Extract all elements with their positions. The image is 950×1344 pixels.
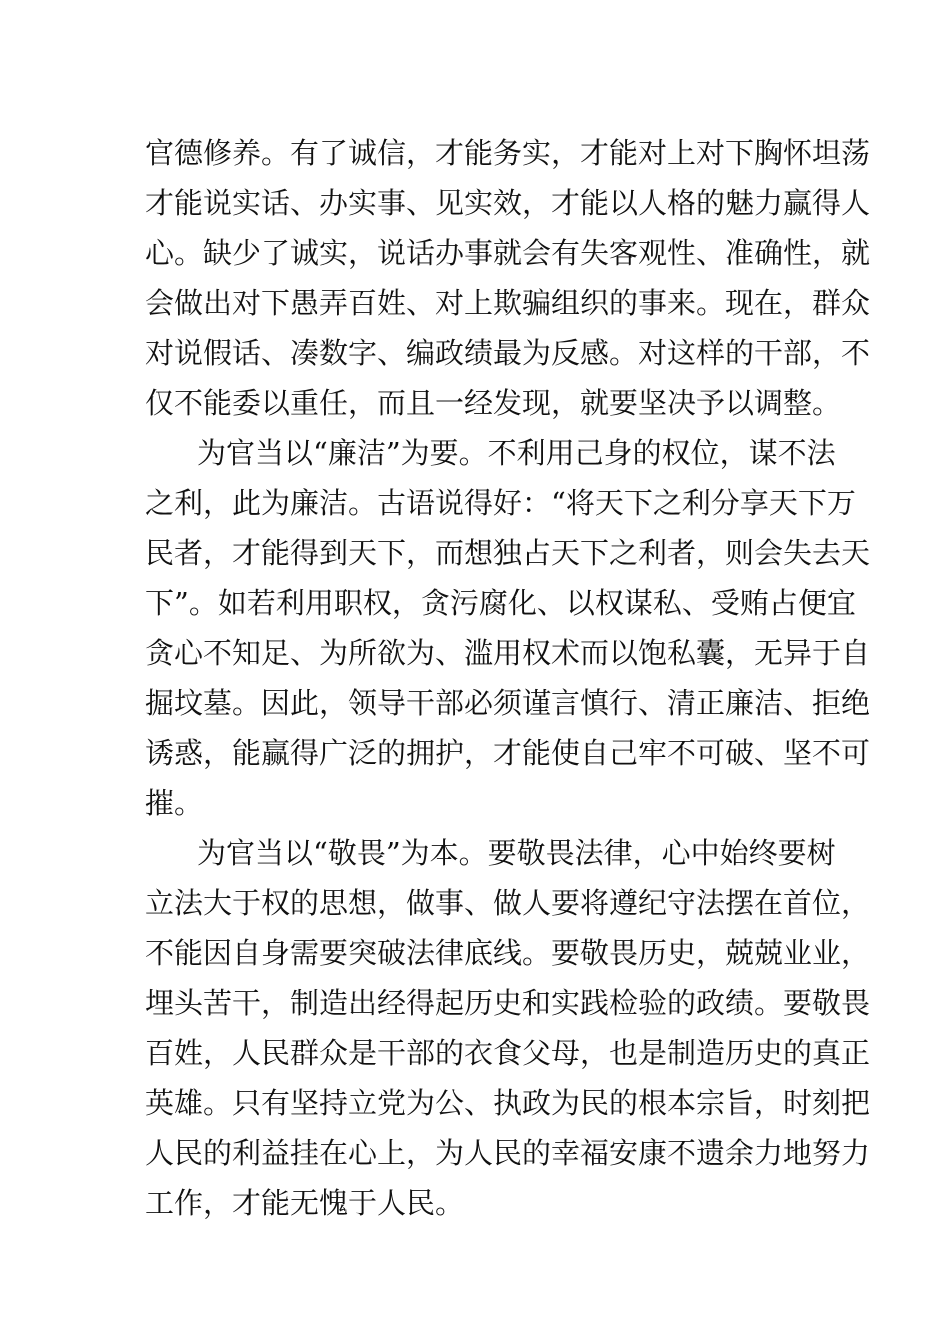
text-line: 才能说实话、办实事、见实效，才能以人格的魅力赢得人 — [145, 186, 871, 220]
paragraph-1 — [145, 128, 871, 428]
text-line: 对说假话、凑数字、编政绩最为反感。对这样的干部，不 — [145, 336, 871, 370]
text-line: 不能因自身需要突破法律底线。要敬畏历史，兢兢业业， — [145, 936, 871, 970]
paragraph-2 — [145, 428, 871, 828]
text-line: 仅不能委以重任，而且一经发现，就要坚决予以调整。 — [145, 386, 842, 420]
text-line: 立法大于权的思想，做事、做人要将遵纪守法摆在首位， — [145, 886, 871, 920]
body-text — [145, 128, 871, 1228]
text-line: 为官当以“廉洁”为要。不利用己身的权位，谋不法 — [197, 436, 836, 470]
text-line: 民者，才能得到天下，而想独占天下之利者，则会失去天 — [145, 536, 871, 570]
text-line: 下”。如若利用职权，贪污腐化、以权谋私、受贿占便宜 — [145, 586, 856, 620]
text-line: 会做出对下愚弄百姓、对上欺骗组织的事来。现在，群众 — [145, 286, 871, 320]
paragraph-3 — [145, 828, 871, 1228]
text-line: 摧。 — [145, 786, 204, 820]
text-line: 百姓，人民群众是干部的衣食父母，也是制造历史的真正 — [145, 1036, 871, 1070]
text-line: 工作，才能无愧于人民。 — [145, 1186, 465, 1220]
text-line: 掘坟墓。因此，领导干部必须谨言慎行、清正廉洁、拒绝 — [145, 686, 871, 720]
text-line: 英雄。只有坚持立党为公、执政为民的根本宗旨，时刻把 — [145, 1086, 871, 1120]
text-line: 贪心不知足、为所欲为、滥用权术而以饱私囊，无异于自 — [145, 636, 871, 670]
text-line: 为官当以“敬畏”为本。要敬畏法律，心中始终要树 — [197, 836, 836, 870]
text-line: 诱惑，能赢得广泛的拥护，才能使自己牢不可破、坚不可 — [145, 736, 871, 770]
text-line: 官德修养。有了诚信，才能务实，才能对上对下胸怀坦荡 — [145, 136, 871, 170]
text-line: 之利，此为廉洁。古语说得好：“将天下之利分享天下万 — [145, 486, 856, 520]
text-line: 人民的利益挂在心上，为人民的幸福安康不遗余力地努力 — [145, 1136, 871, 1170]
text-line: 埋头苦干，制造出经得起历史和实践检验的政绩。要敬畏 — [145, 986, 871, 1020]
text-line: 心。缺少了诚实，说话办事就会有失客观性、准确性，就 — [145, 236, 871, 270]
